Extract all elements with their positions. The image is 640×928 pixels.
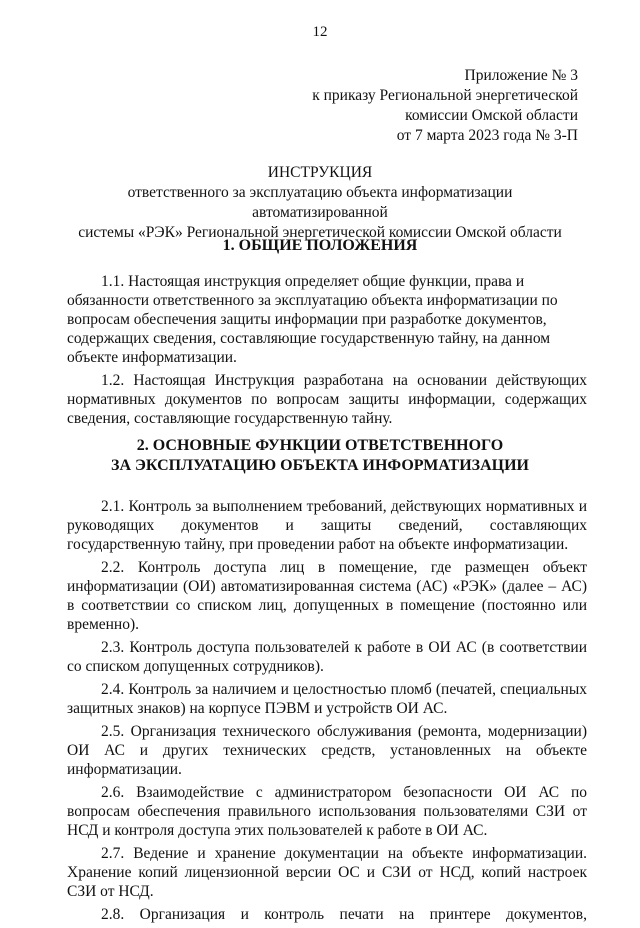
appendix-line: к приказу Региональной энергетической: [312, 87, 578, 104]
paragraph-2-7: 2.7. Ведение и хранение документации на объекте информатизации. Хранение копий лицензионной версии ОС и СЗИ от НСД, копий настроек СЗИ от НСД.: [67, 845, 587, 900]
paragraph-2-6: 2.6. Взаимодействие с администратором безопасности ОИ АС по вопросам обеспечения правильного использования пользователями СЗИ от НСД и контроля доступа этих пользователей к работе в ОИ АС.: [67, 784, 587, 839]
title-subtitle-line: системы «РЭК» Региональной энергетической комиссии Омской области: [78, 224, 562, 241]
appendix-line: комиссии Омской области: [405, 107, 578, 124]
paragraph-2-2: 2.2. Контроль доступа лиц в помещение, где размещен объект информатизации (ОИ) автоматизированная система (АС) «РЭК» (далее – АС) в соответствии со списком лиц, допущенных в помещение (постоянно или временно).: [67, 559, 587, 633]
page-number: 12: [312, 24, 328, 40]
paragraph-1-2: 1.2. Настоящая Инструкция разработана на основании действующих нормативных документов по вопросам защиты информации, содержащих сведения, составляющие государственную тайну.: [67, 372, 587, 427]
document-title: [60, 163, 580, 243]
paragraph-2-5: 2.5. Организация технического обслуживания (ремонта, модернизации) ОИ АС и других технических средств, установленных на объекте информатизации.: [67, 723, 587, 778]
section-1-body: [67, 272, 587, 432]
section-2-heading-line: 2. ОСНОВНЫЕ ФУНКЦИИ ОТВЕТСТВЕННОГО: [136, 437, 504, 454]
paragraph-2-1: 2.1. Контроль за выполнением требований, действующих нормативных и руководящих документов и защиты сведений, составляющих государственную тайну, при проведении работ на объекте информатизации.: [67, 498, 587, 553]
appendix-block: [312, 66, 578, 146]
section-2-heading-line: ЗА ЭКСПЛУАТАЦИЮ ОБЪЕКТА ИНФОРМАТИЗАЦИИ: [111, 457, 529, 474]
paragraph-2-4: 2.4. Контроль за наличием и целостностью пломб (печатей, специальных защитных знаков) на корпусе ПЭВМ и устройств ОИ АС.: [67, 681, 587, 717]
appendix-line: Приложение № 3: [464, 67, 578, 84]
paragraph-2-3: 2.3. Контроль доступа пользователей к работе в ОИ АС (в соответствии со списком допущенных сотрудников).: [67, 639, 587, 675]
section-1-heading: 1. ОБЩИЕ ПОЛОЖЕНИЯ: [222, 237, 418, 254]
paragraph-1-1: 1.1. Настоящая инструкция определяет общие функции, права и обязанности ответственного за эксплуатацию объекта информатизации по вопросам обеспечения защиты информации при разработке документов, содержащих сведения, составляющие государственную тайну, на данном объекте информатизации.: [67, 273, 558, 366]
section-2-body: [67, 497, 587, 928]
title-subtitle-line: ответственного за эксплуатацию объекта информатизации автоматизированной: [127, 184, 513, 221]
appendix-line: от 7 марта 2023 года № 3-П: [396, 127, 578, 144]
title-heading: ИНСТРУКЦИЯ: [267, 164, 373, 181]
paragraph-2-8: 2.8. Организация и контроль печати на принтере документов,: [101, 906, 587, 923]
section-2-heading: [60, 436, 580, 476]
